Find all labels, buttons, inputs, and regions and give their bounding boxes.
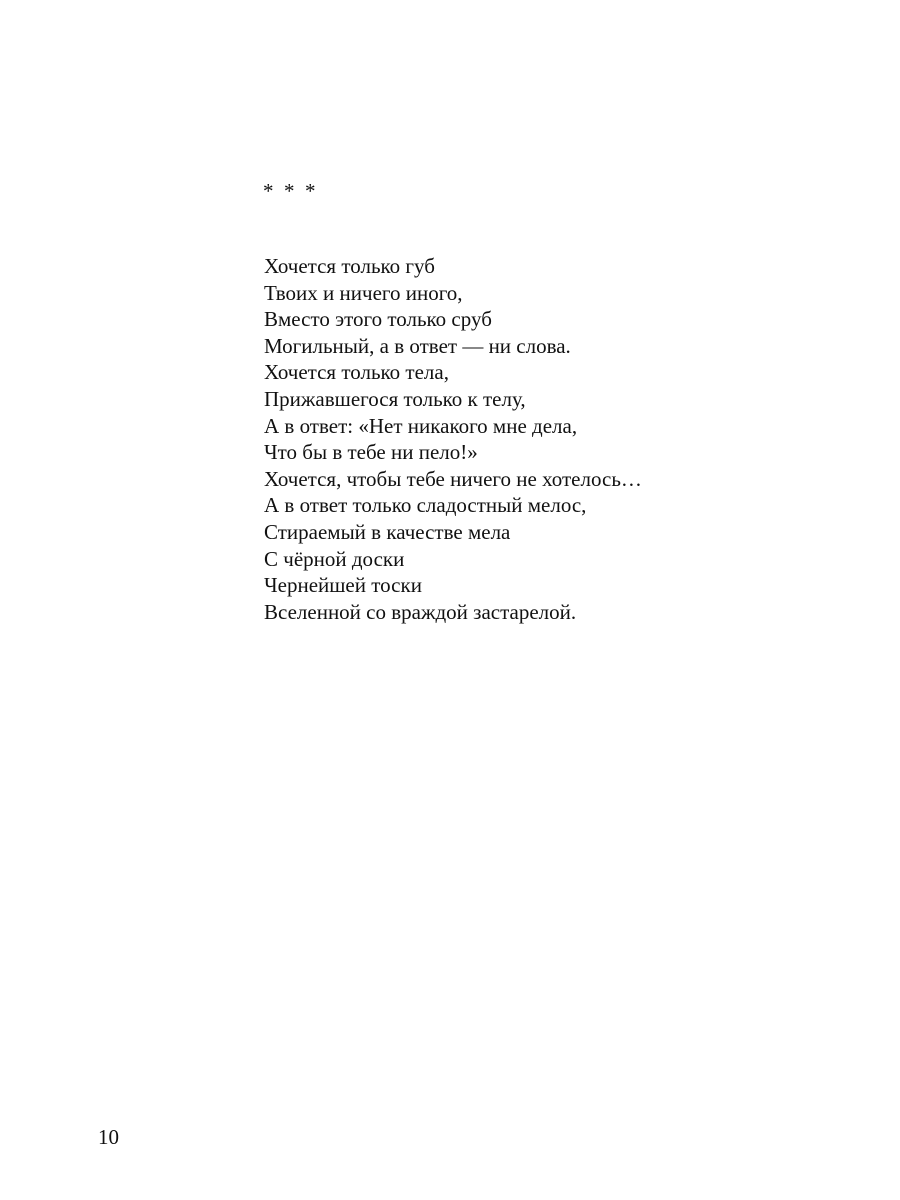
poem-line: Могильный, а в ответ — ни слова. [264,333,571,358]
poem-line: А в ответ: «Нет никакого мне дела, [264,413,578,438]
poem-line: С чёрной доски [264,546,405,571]
poem-line: Чернейшей тоски [264,573,422,598]
section-separator: * * * [263,179,316,203]
page-number: 10 [98,1125,119,1149]
poem-line: Что бы в тебе ни пело!» [264,440,478,465]
poem-line: Хочется, чтобы тебе ничего не хотелось… [264,466,642,491]
poem-line: Прижавшегося только к телу, [264,386,526,411]
poem-line: Твоих и ничего иного, [264,280,463,305]
poem-line: Вселенной со враждой застарелой. [264,599,577,624]
poem-text [264,253,824,625]
poem-line: А в ответ только сладостный мелос, [264,493,587,518]
poem-line: Хочется только тела, [264,360,449,385]
poem-line: Хочется только губ [264,254,435,278]
poem-line: Стираемый в качестве мела [264,519,511,544]
poem-line: Вместо этого только сруб [264,307,492,332]
